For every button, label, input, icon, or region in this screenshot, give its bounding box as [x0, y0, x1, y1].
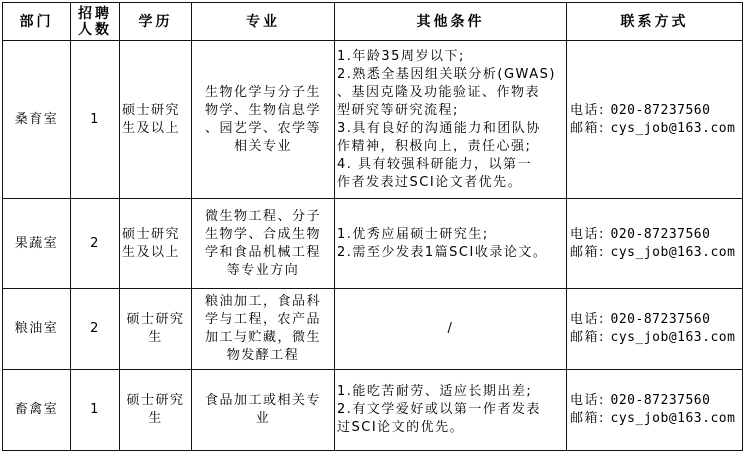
- table-row: [3, 370, 743, 451]
- conditions-cell: /: [335, 289, 567, 370]
- education-cell: 硕士研究 生: [120, 289, 192, 370]
- header-count: 招聘 人数: [71, 3, 120, 41]
- header-major: 专业: [192, 3, 335, 41]
- conditions-cell: 1.优秀应届硕士研究生; 2.需至少发表1篇SCI收录论文。: [335, 199, 567, 289]
- header-education: 学历: [120, 3, 192, 41]
- conditions-cell: 1.能吃苦耐劳、适应长期出差; 2.有文学爱好或以第一作者发表 过SCI论文的优先。: [335, 370, 567, 451]
- education-cell: 硕士研究 生: [120, 370, 192, 451]
- contact-cell: [567, 41, 743, 199]
- email-address[interactable]: cys_job@163.com: [610, 244, 736, 260]
- education-cell: 硕士研究 生及以上: [120, 199, 192, 289]
- department-cell: 粮油室: [3, 289, 71, 370]
- phone-line: 电话: 020-87237560: [570, 226, 711, 242]
- phone-line: 电话: 020-87237560: [570, 312, 711, 327]
- email-address[interactable]: cys_job@163.com: [610, 330, 736, 345]
- conditions-cell: 1.年龄35周岁以下; 2.熟悉全基因组关联分析(GWAS) 、基因克隆及功能验证、作物表 型研究等研究流程; 3.具有良好的沟通能力和团队协 作精神，积极向上，责任心强; 4. 具有较强科研能力，以第一 作者发表过SCI论文者优先。: [335, 41, 567, 199]
- table-row: [3, 199, 743, 289]
- email-address[interactable]: cys_job@163.com: [610, 411, 736, 426]
- count-cell: 1: [71, 370, 120, 451]
- table-row: [3, 41, 743, 199]
- recruitment-table: [2, 2, 743, 451]
- phone-line: 电话: 020-87237560: [570, 102, 711, 118]
- email-line: 邮箱: cys_job@163.com: [570, 244, 736, 260]
- phone-number: 020-87237560: [610, 226, 711, 242]
- major-cell: 粮油加工，食品科 学与工程，农产品 加工与贮藏，微生 物发酵工程: [192, 289, 335, 370]
- phone-number: 020-87237560: [610, 312, 711, 327]
- major-cell: 生物化学与分子生 物学、生物信息学 、园艺学、农学等 相关专业: [192, 41, 335, 199]
- header-department: 部门: [3, 3, 71, 41]
- department-cell: 桑育室: [3, 41, 71, 199]
- email-address[interactable]: cys_job@163.com: [610, 120, 736, 136]
- email-line: 邮箱: cys_job@163.com: [570, 330, 736, 345]
- phone-line: 电话: 020-87237560: [570, 393, 711, 408]
- major-cell: 食品加工或相关专 业: [192, 370, 335, 451]
- count-cell: 1: [71, 41, 120, 199]
- email-line: 邮箱: cys_job@163.com: [570, 120, 736, 136]
- contact-cell: [567, 370, 743, 451]
- department-cell: 畜禽室: [3, 370, 71, 451]
- count-cell: 2: [71, 289, 120, 370]
- major-cell: 微生物工程、分子 生物学、合成生物 学和食品机械工程 等专业方向: [192, 199, 335, 289]
- email-line: 邮箱: cys_job@163.com: [570, 411, 736, 426]
- header-contact: 联系方式: [567, 3, 743, 41]
- table-row: [3, 289, 743, 370]
- header-conditions: 其他条件: [335, 3, 567, 41]
- header-row: [3, 3, 743, 41]
- contact-cell: [567, 199, 743, 289]
- education-cell: 硕士研究 生及以上: [120, 41, 192, 199]
- count-cell: 2: [71, 199, 120, 289]
- phone-number: 020-87237560: [610, 393, 711, 408]
- department-cell: 果蔬室: [3, 199, 71, 289]
- phone-number: 020-87237560: [610, 102, 711, 118]
- contact-cell: [567, 289, 743, 370]
